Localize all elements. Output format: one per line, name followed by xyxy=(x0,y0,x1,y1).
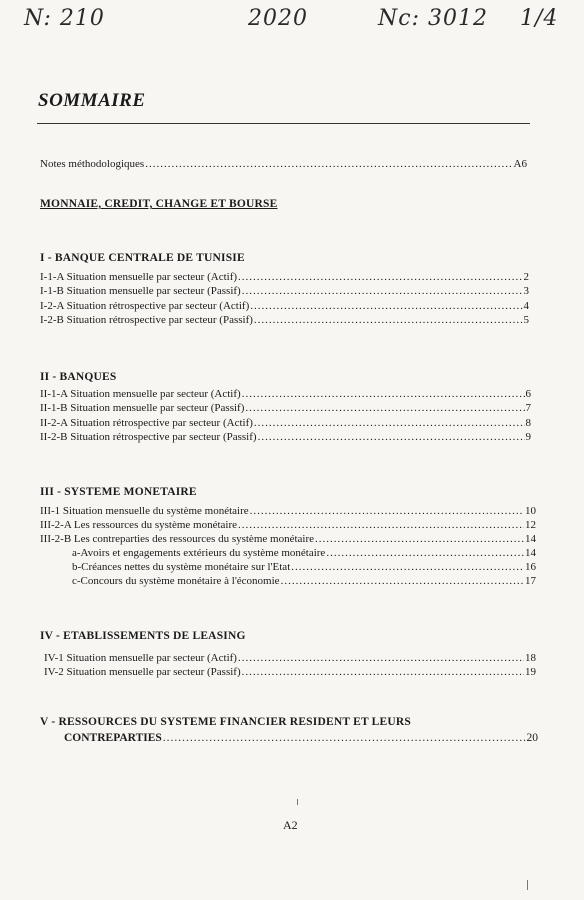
handwritten-year: 2020 xyxy=(248,6,308,31)
section-heading-4: IV - ETABLISSEMENTS DE LEASING xyxy=(40,630,246,642)
toc-item-page: 9 xyxy=(525,431,531,443)
leader-dots xyxy=(163,732,526,745)
toc-item xyxy=(40,519,536,532)
leader-dots xyxy=(145,158,512,171)
toc-item-label: IV-1 Situation mensuelle par secteur (Actif) xyxy=(44,652,237,664)
toc-item-page: 7 xyxy=(525,402,531,414)
toc-item-label: a-Avoirs et engagements extérieurs du système monétaire xyxy=(72,547,326,559)
toc-item-label: II-1-A Situation mensuelle par secteur (Actif) xyxy=(40,388,241,400)
toc-item xyxy=(44,666,536,679)
toc-item-page: 5 xyxy=(523,314,529,326)
leader-dots xyxy=(242,388,525,401)
handwritten-nc: Nc: 3012 xyxy=(378,6,488,31)
toc-item-label: CONTREPARTIES xyxy=(64,732,162,744)
toc-item-section-5 xyxy=(64,732,538,745)
section-heading-1: I - BANQUE CENTRALE DE TUNISIE xyxy=(40,252,245,264)
leader-dots xyxy=(291,561,524,574)
leader-dots xyxy=(281,575,524,588)
toc-item-label: I-1-B Situation mensuelle par secteur (Passif) xyxy=(40,285,241,297)
toc-item xyxy=(40,505,536,518)
toc-item-label: c-Concours du système monétaire à l'économie xyxy=(72,575,280,587)
toc-item-notes xyxy=(40,158,527,171)
leader-dots xyxy=(326,547,524,560)
toc-subitem xyxy=(72,547,536,560)
section-heading-2: II - BANQUES xyxy=(40,371,117,383)
leader-dots xyxy=(315,533,524,546)
toc-item xyxy=(40,285,529,298)
leader-dots xyxy=(242,285,523,298)
toc-item-label: I-2-A Situation rétrospective par secteur (Actif) xyxy=(40,300,250,312)
toc-item-page: 14 xyxy=(525,547,536,559)
toc-item-page: 17 xyxy=(525,575,536,587)
scan-mark xyxy=(527,880,528,890)
toc-item-label: II-2-A Situation rétrospective par secteur (Actif) xyxy=(40,417,253,429)
toc-item xyxy=(40,271,529,284)
handwritten-number: N: 210 xyxy=(24,6,105,31)
toc-item xyxy=(40,431,531,444)
toc-item-page: 8 xyxy=(525,417,531,429)
leader-dots xyxy=(254,314,523,327)
toc-item-page: 16 xyxy=(525,561,536,573)
leader-dots xyxy=(238,271,522,284)
toc-item-label: III-1 Situation mensuelle du système monétaire xyxy=(40,505,249,517)
handwritten-page-fraction: 1/4 xyxy=(520,6,559,31)
major-section-heading: MONNAIE, CREDIT, CHANGE ET BOURSE xyxy=(40,198,278,210)
toc-subitem xyxy=(72,561,536,574)
toc-item-label: I-2-B Situation rétrospective par secteur (Passif) xyxy=(40,314,253,326)
section-heading-3: III - SYSTEME MONETAIRE xyxy=(40,486,197,498)
toc-item-page: 2 xyxy=(523,271,529,283)
toc-item-page: 10 xyxy=(525,505,536,517)
toc-item-label: I-1-A Situation mensuelle par secteur (Actif) xyxy=(40,271,238,283)
toc-item-label: III-2-A Les ressources du système monétaire xyxy=(40,519,238,531)
toc-item-page: 18 xyxy=(525,652,536,664)
toc-item xyxy=(40,314,529,327)
toc-item-label: II-2-B Situation rétrospective par secteur (Passif) xyxy=(40,431,257,443)
toc-item-page: 4 xyxy=(523,300,529,312)
toc-item-label: III-2-B Les contreparties des ressources du système monétaire xyxy=(40,533,314,545)
section-heading-5: V - RESSOURCES DU SYSTEME FINANCIER RESIDENT ET LEURS xyxy=(40,716,412,728)
toc-item xyxy=(40,402,531,415)
leader-dots xyxy=(242,666,524,679)
toc-item-label: b-Créances nettes du système monétaire sur l'Etat xyxy=(72,561,291,573)
title-divider xyxy=(37,123,530,124)
leader-dots xyxy=(245,402,524,415)
leader-dots xyxy=(250,300,522,313)
leader-dots xyxy=(258,431,525,444)
toc-item-page: 12 xyxy=(525,519,536,531)
toc-item-page: 3 xyxy=(523,285,529,297)
toc-item-page: 20 xyxy=(526,732,538,744)
toc-item-label: II-1-B Situation mensuelle par secteur (Passif) xyxy=(40,402,245,414)
page-title: SOMMAIRE xyxy=(38,90,146,111)
leader-dots xyxy=(254,417,525,430)
toc-item-page: 6 xyxy=(525,388,531,400)
footer-page-number: A2 xyxy=(283,818,298,832)
leader-dots xyxy=(238,652,524,665)
toc-item xyxy=(40,533,536,546)
toc-item-label: Notes méthodologiques xyxy=(40,158,145,170)
leader-dots xyxy=(238,519,524,532)
toc-item-label: IV-2 Situation mensuelle par secteur (Passif) xyxy=(44,666,241,678)
toc-item xyxy=(40,417,531,430)
toc-item xyxy=(40,300,529,313)
toc-item xyxy=(40,388,531,401)
toc-subitem xyxy=(72,575,536,588)
scan-mark xyxy=(297,799,298,805)
toc-item-page: 19 xyxy=(525,666,536,678)
leader-dots xyxy=(250,505,524,518)
toc-item-page: A6 xyxy=(513,158,527,170)
toc-item-page: 14 xyxy=(525,533,536,545)
toc-item xyxy=(44,652,536,665)
